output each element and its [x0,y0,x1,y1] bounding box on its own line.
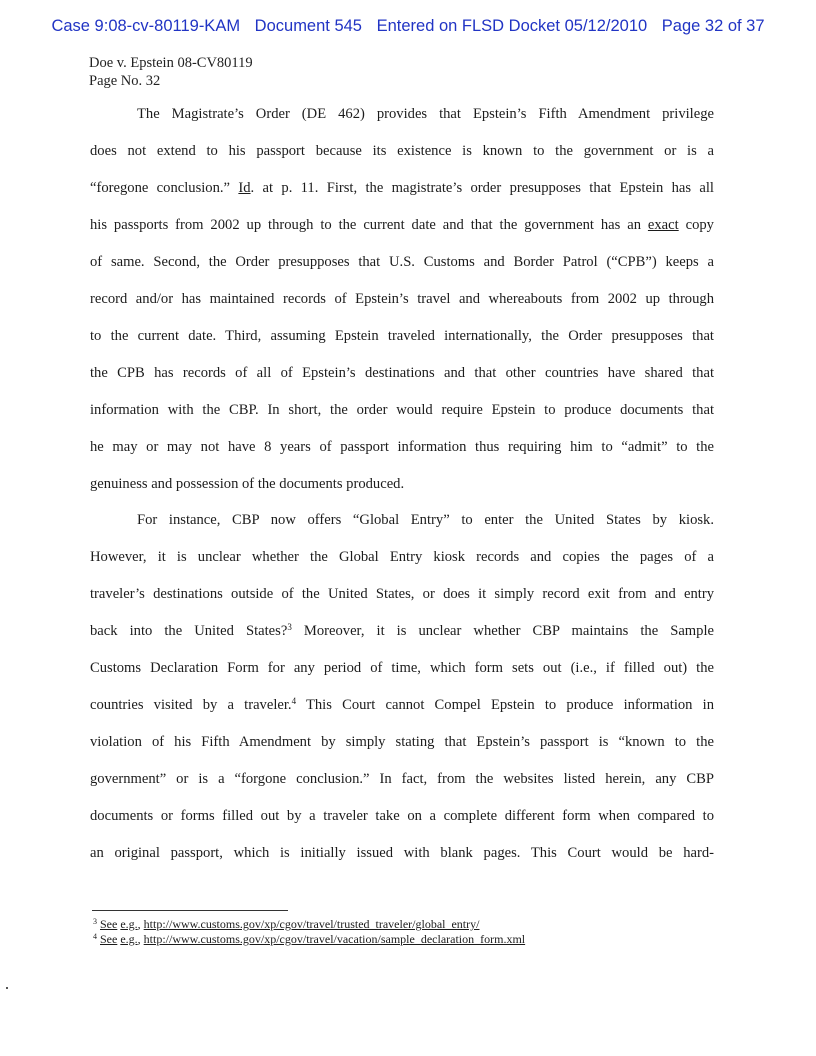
text-line: record and/or has maintained records of Epstein’s travel and whereabouts from 2002 up through [90,291,714,307]
text-line: genuiness and possession of the documents produced. [90,476,405,492]
text-line: violation of his Fifth Amendment by simply stating that Epstein’s passport is “known to the [90,734,714,750]
text-line: his passports from 2002 up through to the current date and that the government has an exact copy [90,217,714,233]
footnote-divider [92,910,288,911]
text-line: Customs Declaration Form for any period of time, which form sets out (i.e., if filled out) the [90,660,714,676]
text-line: an original passport, which is initially issued with blank pages. This Court would be hard- [90,845,714,861]
text-line: of same. Second, the Order presupposes that U.S. Customs and Border Patrol (“CPB”) keeps a [90,254,714,270]
text-line: The Magistrate’s Order (DE 462) provides that Epstein’s Fifth Amendment privilege [137,106,714,122]
footnote-4-link[interactable]: http://www.customs.gov/xp/cgov/travel/vacation/sample_declaration_form.xml [143,932,526,946]
docket-header [0,17,816,36]
scan-speck [6,987,8,989]
text-line: For instance, CBP now offers “Global Entry” to enter the United States by kiosk. [137,512,714,528]
case-caption [89,54,253,90]
text-line: back into the United States?$^3$ Moreover, it is unclear whether CBP maintains the Sample [90,622,714,639]
page-indicator: Page 32 of 37 [661,17,765,35]
docket-entry: Entered on FLSD Docket 05/12/2010 [376,17,648,35]
footnote-ref-3: 3 [287,622,292,632]
footnote-3: $^3$ See e.g., http://www.customs.gov/xp/cgov/travel/trusted_traveler/global_entry/ [93,917,480,931]
document-number: Document 545 [254,17,362,35]
case-number: Case 9:08-cv-80119-KAM [51,17,241,35]
footnote-3-link[interactable]: http://www.customs.gov/xp/cgov/travel/trusted_traveler/global_entry/ [143,917,480,931]
caption-case-title: Doe v. Epstein 08-CV80119 [89,55,253,71]
text-line: countries visited by a traveler.$^4$ This Court cannot Compel Epstein to produce information in [90,696,714,713]
caption-page-number: Page No. 32 [89,73,161,89]
text-line: to the current date. Third, assuming Epstein traveled internationally, the Order presupposes that [90,328,714,344]
text-line: he may or may not have 8 years of passport information thus requiring him to “admit” to the [90,439,714,455]
text-line: documents or forms filled out by a traveler take on a complete different form when compared to [90,808,714,824]
footnote-ref-4: 4 [291,696,297,706]
text-line: However, it is unclear whether the Global Entry kiosk records and copies the pages of a [90,549,714,565]
footnote-4: $^4$ See e.g., http://www.customs.gov/xp/cgov/travel/vacation/sample_declaration_form.xml [93,932,526,946]
text-line: the CPB has records of all of Epstein’s destinations and that other countries have shared that [90,365,714,381]
id-citation: Id [238,180,251,196]
emphasis-exact: exact [647,217,679,233]
text-line: traveler’s destinations outside of the United States, or does it simply record exit from and entry [90,586,714,602]
text-line: government” or is a “forgone conclusion.” In fact, from the websites listed herein, any CBP [90,771,714,787]
text-line: “foregone conclusion.” Id. at p. 11. First, the magistrate’s order presupposes that Epstein has all [90,180,714,196]
text-line: information with the CBP. In short, the order would require Epstein to produce documents that [90,402,714,418]
text-line: does not extend to his passport because its existence is known to the government or is a [90,143,714,159]
